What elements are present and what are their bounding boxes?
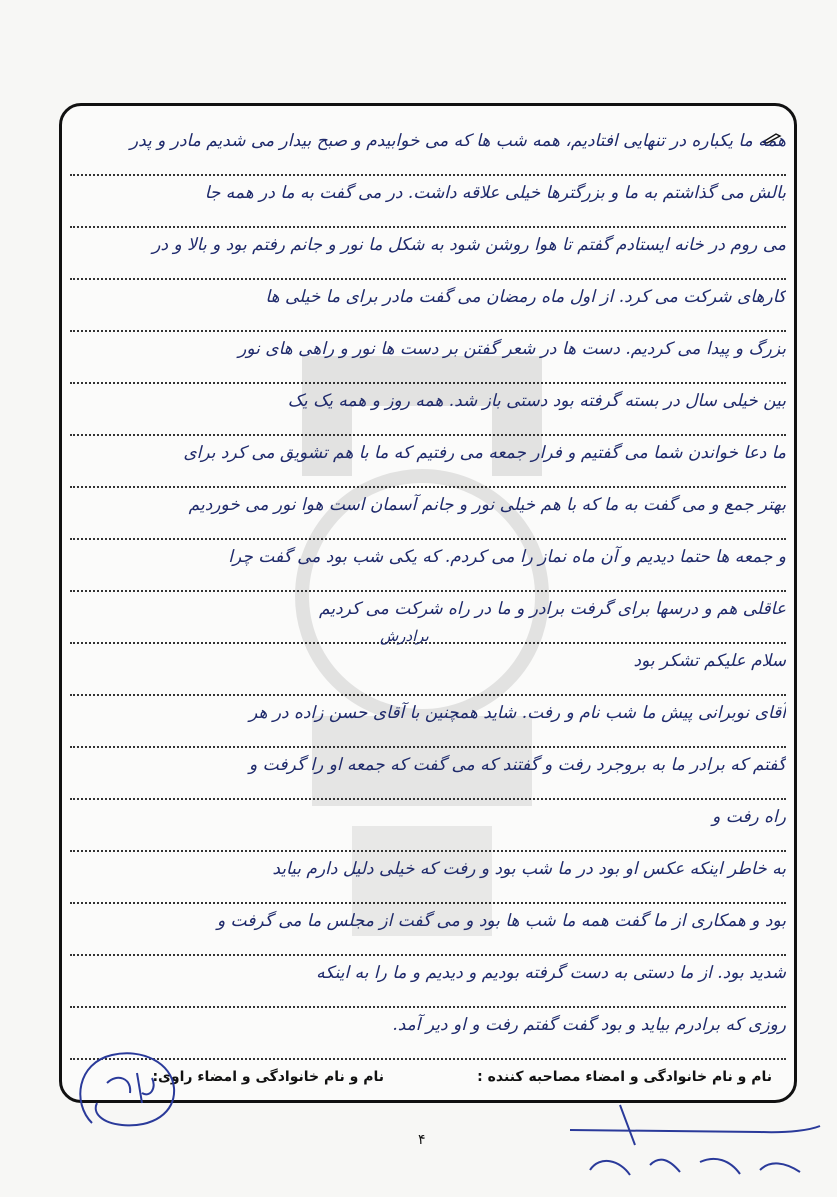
- interviewer-signature-label: نام و نام خانوادگی و امضاء مصاحبه کننده :: [477, 1069, 772, 1085]
- handwritten-line: روزی که برادرم بیاید و بود گفت گفتم رفت و او دیر آمد.: [70, 1002, 786, 1060]
- interviewer-signature: [560, 1100, 830, 1195]
- handwritten-line: می روم در خانه ایستادم گفتم تا هوا روشن شود به شکل ما نور و جانم رفتم بود و بالا و در: [70, 222, 786, 280]
- handwritten-line: کارهای شرکت می کرد. از اول ماه رمضان می گفت مادر برای ما خیلی ها: [70, 274, 786, 332]
- handwritten-line: بالش می گذاشتم به ما و بزرگترها خیلی علاقه داشت. در می گفت به ما در همه جا: [70, 170, 786, 228]
- handwritten-line: بین خیلی سال در بسته گرفته بود دستی باز شد. همه روز و همه یک یک: [70, 378, 786, 436]
- margin-note: برادرش: [380, 627, 429, 645]
- handwritten-line: به خاطر اینکه عکس او بود در ما شب بود و رفت که خیلی دلیل دارم بیاید: [70, 846, 786, 904]
- narrator-signature-label: نام و نام خانوادگی و امضاء راوی:: [152, 1069, 384, 1085]
- handwritten-line: عاقلی هم و درسها برای گرفت برادر و ما در راه شرکت می کردیم: [70, 586, 786, 644]
- page-number: ۴: [418, 1132, 426, 1148]
- handwritten-line: سلام علیکم تشکر بود: [70, 638, 786, 696]
- handwritten-text-area: [62, 106, 794, 1100]
- handwritten-line: شدید بود. از ما دستی به دست گرفته بودیم و دیدیم و ما را به اینکه: [70, 950, 786, 1008]
- handwritten-line: بهتر جمع و می گفت به ما که با هم خیلی نور و جانم آسمان است هوا نور می خوردیم: [70, 482, 786, 540]
- handwritten-line: ما دعا خواندن شما می گفتیم و فرار جمعه می رفتیم که ما با هم تشویق می کرد برای: [70, 430, 786, 488]
- handwritten-line: بود و همکاری از ما گفت همه ما شب ها بود و می گفت از مجلس ما می گرفت و: [70, 898, 786, 956]
- handwritten-line: همه ما یکباره در تنهایی افتادیم، همه شب ها که می خوابیدم و صبح بیدار می شدیم مادر و پدر: [70, 118, 786, 176]
- handwritten-line: گفتم که برادر ما به بروجرد رفت و گفتند که می گفت که جمعه او را گرفت و: [70, 742, 786, 800]
- narrator-signature: [62, 1043, 192, 1138]
- handwritten-line: بزرگ و پیدا می کردیم. دست ها در شعر گفتن بر دست ها نور و راهی های نور: [70, 326, 786, 384]
- form-frame: [59, 103, 797, 1103]
- handwritten-line: راه رفت و: [70, 794, 786, 852]
- handwritten-line: و جمعه ها حتما دیدیم و آن ماه نماز را می کردم. که یکی شب بود می گفت چرا: [70, 534, 786, 592]
- handwritten-line: آقای نوبرانی پیش ما شب نام و رفت. شاید همچنین با آقای حسن زاده در هر: [70, 690, 786, 748]
